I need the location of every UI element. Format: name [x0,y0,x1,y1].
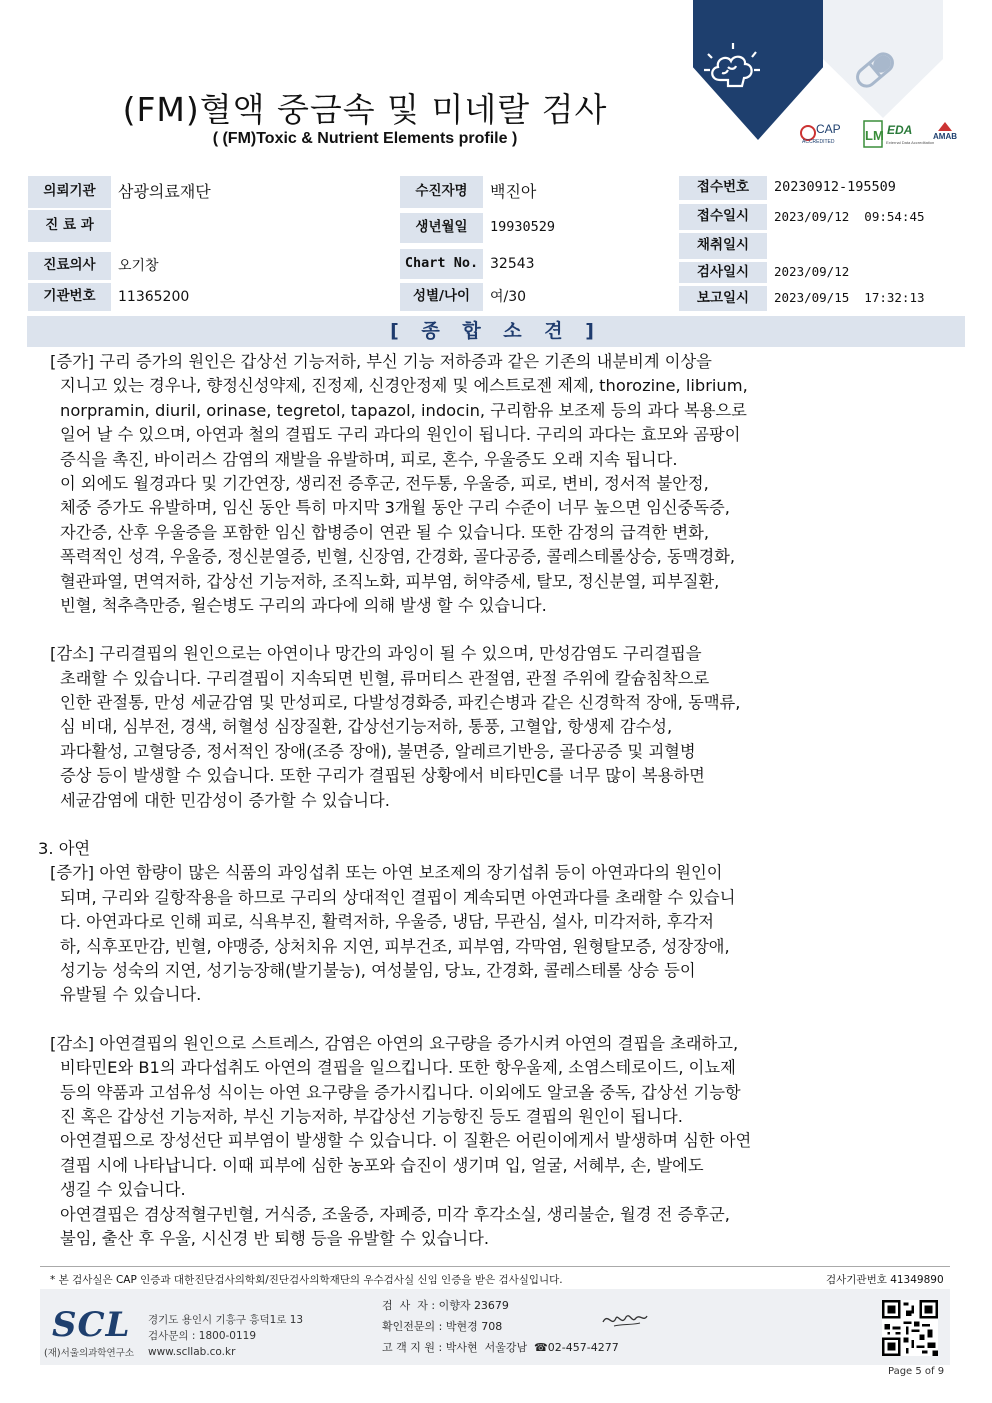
patient-info-table [27,175,965,312]
svg-text:External Data Accreditation: External Data Accreditation [886,140,935,145]
patient-value: 백진아 [490,182,537,201]
text-line: [증가] 구리 증가의 원인은 갑상선 기능저하, 부신 기능 저하증과 같은 기존의 내분비계 이상을 [50,352,712,371]
text-line: 다. 아연과다로 인해 피로, 식욕부진, 활력저하, 우울증, 냉담, 무관심, 설사, 미각저하, 후각저 [60,912,714,932]
text-line: 불임, 출산 후 우울, 시신경 반 퇴행 등을 유발할 수 있습니다. [60,1228,490,1248]
lab-inquiry: 검사문의 : 1800-0119 [148,1330,257,1342]
doctor-value: 오기창 [118,258,159,274]
text-line: 지니고 있는 경우나, 향정신성약제, 진정제, 신경안정제 및 에스트로젠 제제, thorozine, librium, [60,376,748,396]
birth-value: 19930529 [490,219,556,236]
specialist: 확인전문의 : 박현경 708 [382,1320,503,1333]
dept-label: 진 료 과 [27,209,112,243]
text-line: 이 외에도 월경과다 및 기간연장, 생리전 증후군, 전두통, 우울증, 피로, 변비, 정서적 불안정, [60,473,709,493]
svg-text:AMAB: AMAB [933,132,957,141]
text-line: 성기능 성숙의 지연, 성기능장해(발기불능), 여성불임, 당뇨, 간경화, 콜레스테롤 상승 등이 [60,960,696,980]
svg-text:LM: LM [865,128,884,143]
text-line: 등의 약품과 고섬유성 식이는 아연 요구량을 증가시킵니다. 이외에도 알코올 중독, 갑상선 기능항 [60,1082,741,1102]
brain-icon [698,40,768,98]
text-line: 생길 수 있습니다. [60,1180,186,1200]
org-label: 의뢰기관 [27,175,112,209]
examiner: 검 사 자 : 이향자 23679 [382,1299,509,1312]
patient-label: 수진자명 [399,175,484,209]
staff-info [382,1295,619,1358]
text-line: 과다활성, 고혈당증, 정서적인 장애(조증 장애), 불면증, 알레르기반응, 골다공증 및 괴혈병 [60,741,696,761]
text-line: [감소] 구리결핍의 원인으로는 아연이나 망간의 과잉이 될 수 있으며, 만성감염도 구리결핍을 [50,644,702,664]
report-subtitle: ( (FM)Toxic & Nutrient Elements profile ) [212,130,518,147]
text-line: 유발될 수 있습니다. [60,985,202,1005]
svg-text:EDA: EDA [887,123,913,137]
report-value: 2023/09/15 17:32:13 [774,290,925,306]
recdate-value: 2023/09/12 09:54:45 [774,208,925,224]
scl-logo: SCL [52,1305,131,1345]
cap-logo-text: CAP [816,122,841,136]
test-label: 검사일시 [678,261,768,284]
recno-label: 접수번호 [678,175,768,201]
customer-support: 고 객 지 원 : 박사현 서울강남 ☎02-457-4277 [382,1341,619,1354]
inst-value: 11365200 [118,289,190,305]
scl-caption: (재)서울의과학연구소 [44,1348,135,1359]
section-title: [ 종 합 소 견 ] [27,316,965,347]
text-line: 인한 관절통, 만성 세균감염 및 만성피로, 다발성경화증, 파킨슨병과 같은 신경학적 장애, 동맥류, [60,693,741,713]
text-line: 결핍 시에 나타납니다. 이때 피부에 심한 농포와 습진이 생기며 입, 얼굴, 서혜부, 손, 발에도 [60,1155,704,1175]
lab-number: 검사기관번호 41349890 [826,1274,944,1286]
text-line: 심 비대, 심부전, 경색, 허혈성 심장질환, 갑상선기능저하, 통풍, 고혈압, 항생제 감수성, [60,717,673,737]
collect-value [768,232,965,260]
text-line: 하, 식후포만감, 빈혈, 야맹증, 상처치유 지연, 피부건조, 피부염, 각막염, 원형탈모증, 성장장애, [60,936,730,956]
chart-value: 32543 [490,256,535,272]
recdate-label: 접수일시 [678,203,768,231]
lab-contact [148,1312,303,1360]
recno-value: 20230912-195509 [774,179,896,196]
lab-website: www.scllab.co.kr [148,1346,236,1358]
text-line: [감소] 아연결핍의 원인으로 스트레스, 감염은 아연의 요구량을 증가시켜 아연의 결핍을 초래하고, [50,1033,739,1053]
report-label: 보고일시 [678,285,768,312]
report-title: (FM)혈액 중금속 및 미네랄 검사 [122,90,608,129]
page-number: Page 5 of 9 [888,1366,945,1377]
text-line: [증가] 아연 함량이 많은 식품의 과잉섭취 또는 아연 보조제의 장기섭취 등이 아연과다의 원인이 [50,863,723,883]
qr-code [882,1300,938,1356]
signature-image [600,1308,650,1332]
inst-label: 기관번호 [27,282,112,312]
lab-address: 경기도 용인시 기흥구 흥덕1로 13 [148,1314,304,1326]
text-line: 자간증, 산후 우울증을 포함한 임신 합병증이 연관 될 수 있습니다. 또한 감정의 급격한 변화, [60,522,710,542]
certification-logos [798,117,968,153]
birth-label: 생년월일 [399,212,484,244]
text-line: 체중 증가도 유발하며, 임신 동안 특히 마지막 3개월 동안 구리 수준이 너무 높으면 임신중독증, [60,498,730,518]
sexage-value: 여/30 [490,289,527,305]
text-line: 아연결핍으로 장성선단 피부염이 발생할 수 있습니다. 이 질환은 어린이에게서 발생하며 심한 아연 [60,1131,752,1151]
text-line: 증상 등이 발생할 수 있습니다. 또한 구리가 결핍된 상황에서 비타민C를 너무 많이 복용하면 [60,766,705,786]
org-value: 삼광의료재단 [118,182,211,201]
report-body [38,350,938,1251]
text-line: 증식을 촉진, 바이러스 감염의 재발을 유발하며, 피로, 혼수, 우울증도 오래 지속 됩니다. [60,449,678,469]
text-line: 아연결핍은 겸상적혈구빈혈, 거식증, 조울증, 자폐증, 미각 후각소실, 생리불순, 월경 전 증후군, [60,1204,730,1224]
text-line: 세균감염에 대한 민감성이 증가할 수 있습니다. [60,790,390,810]
zinc-decrease-paragraph [38,1032,938,1252]
zinc-section [38,837,938,1008]
copper-increase-paragraph [38,350,938,618]
dept-value [112,209,425,243]
text-line: 폭력적인 성격, 우울증, 정신분열증, 빈혈, 신장염, 간경화, 골다공증, 콜레스테롤상승, 동맥경화, [60,547,736,567]
certification-notice: * 본 검사실은 CAP 인증과 대한진단검사의학회/진단검사의학재단의 우수검사실 신임 인증을 받은 검사실입니다. [50,1274,563,1286]
text-line: 되며, 구리와 길항작용을 하므로 구리의 상대적인 결핍이 계속되면 아연과다를 초래할 수 있습니 [60,887,736,907]
pill-icon [845,45,905,95]
doctor-label: 진료의사 [27,251,112,281]
collect-label: 채취일시 [678,232,768,260]
text-line: 혈관파열, 면역저하, 갑상선 기능저하, 조직노화, 피부염, 허약증세, 탈모, 정신분열, 피부질환, [60,571,720,591]
chart-label: Chart No. [399,248,484,280]
footer-divider [40,1266,950,1267]
text-line: 비타민E와 B1의 과다섭취도 아연의 결핍을 일으킵니다. 또한 항우울제, 소염스테로이드, 이뇨제 [60,1058,736,1078]
test-value: 2023/09/12 [774,264,850,280]
copper-decrease-paragraph [38,642,938,813]
zinc-heading: 3. 아연 [38,839,91,859]
text-line: 빈혈, 척추측만증, 윌슨병도 구리의 과다에 의해 발생 할 수 있습니다. [60,595,547,615]
svg-text:ACCREDITED: ACCREDITED [802,139,835,145]
text-line: norpramin, diuril, orinase, tegretol, tapazol, indocin, 구리함유 보조제 등의 과다 복용으로 [60,400,747,420]
text-line: 일어 날 수 있으며, 아연과 철의 결핍도 구리 과다의 원인이 됩니다. 구리의 과다는 효모와 곰팡이 [60,425,741,445]
sexage-label: 성별/나이 [399,282,484,312]
text-line: 진 혹은 갑상선 기능저하, 부신 기능저하, 부갑상선 기능항진 등도 결핍의 원인이 됩니다. [60,1106,683,1126]
text-line: 초래할 수 있습니다. 구리결핍이 지속되면 빈혈, 류머티스 관절염, 관절 주위에 칼슘침착으로 [60,668,710,688]
